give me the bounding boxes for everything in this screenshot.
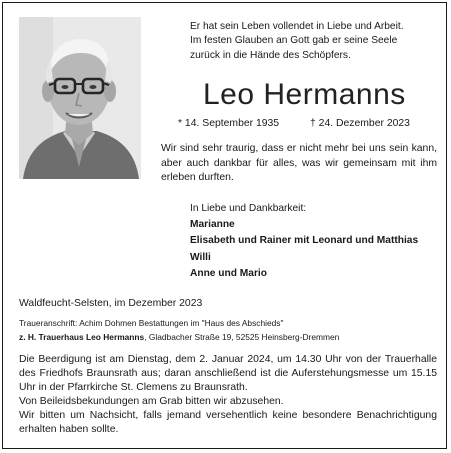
mourner-name: Anne und Mario xyxy=(190,267,267,279)
death-date: † 24. Dezember 2023 xyxy=(310,118,410,129)
mourner-name: Willi xyxy=(190,251,211,263)
mourning-street-address: , Gladbacher Straße 19, 52525 Heinsberg-Dremmen xyxy=(144,332,340,342)
condolence-note: Von Beileidsbekundungen am Grab bitten wir abzusehen. xyxy=(19,396,284,407)
portrait-photo xyxy=(19,17,141,179)
deceased-name: Leo Hermanns xyxy=(203,78,406,111)
life-dates xyxy=(178,117,438,131)
place-and-date: Waldfeucht-Selsten, im Dezember 2023 xyxy=(19,298,203,309)
mourners-list xyxy=(190,201,418,282)
obituary-notice xyxy=(2,2,447,449)
notification-apology: Wir bitten um Nachsicht, falls jemand versehentlich keine besondere Benachrichtigung erhalten haben sollte. xyxy=(19,410,437,436)
mourner-name: Elisabeth und Rainer mit Leonard und Matthias xyxy=(190,235,419,247)
verse-line: zurück in die Hände des Schöpfers. xyxy=(190,49,351,61)
funeral-details: Die Beerdigung ist am Dienstag, dem 2. Januar 2024, um 14.30 Uhr von der Trauerhalle des Friedhofs Braunsrath aus; daran anschließend ist die Auferstehungsmesse um 15.15 Uhr in der Pfarrkirche St. Clemens zu Braunsrath. xyxy=(19,354,437,394)
verse-line: Im festen Glauben an Gott gab er seine Seele xyxy=(190,35,398,47)
mourning-address-line: Traueranschrift: Achim Dohmen Bestattungen im "Haus des Abschieds" xyxy=(19,318,284,328)
mourning-house-name: z. H. Trauerhaus Leo Hermanns xyxy=(19,332,145,342)
mourners-intro: In Liebe und Dankbarkeit: xyxy=(190,203,307,214)
verse-line: Er hat sein Leben vollendet in Liebe und Arbeit. xyxy=(190,21,404,32)
memorial-verse xyxy=(190,20,442,63)
mourning-address-line xyxy=(19,331,339,343)
mourner-name: Marianne xyxy=(190,219,235,231)
birth-date: * 14. September 1935 xyxy=(178,118,280,129)
farewell-text: Wir sind sehr traurig, dass er nicht mehr bei uns sein kann, aber auch dankbar für alles, was wir gemeinsam mit ihm erleben durften. xyxy=(161,143,437,184)
